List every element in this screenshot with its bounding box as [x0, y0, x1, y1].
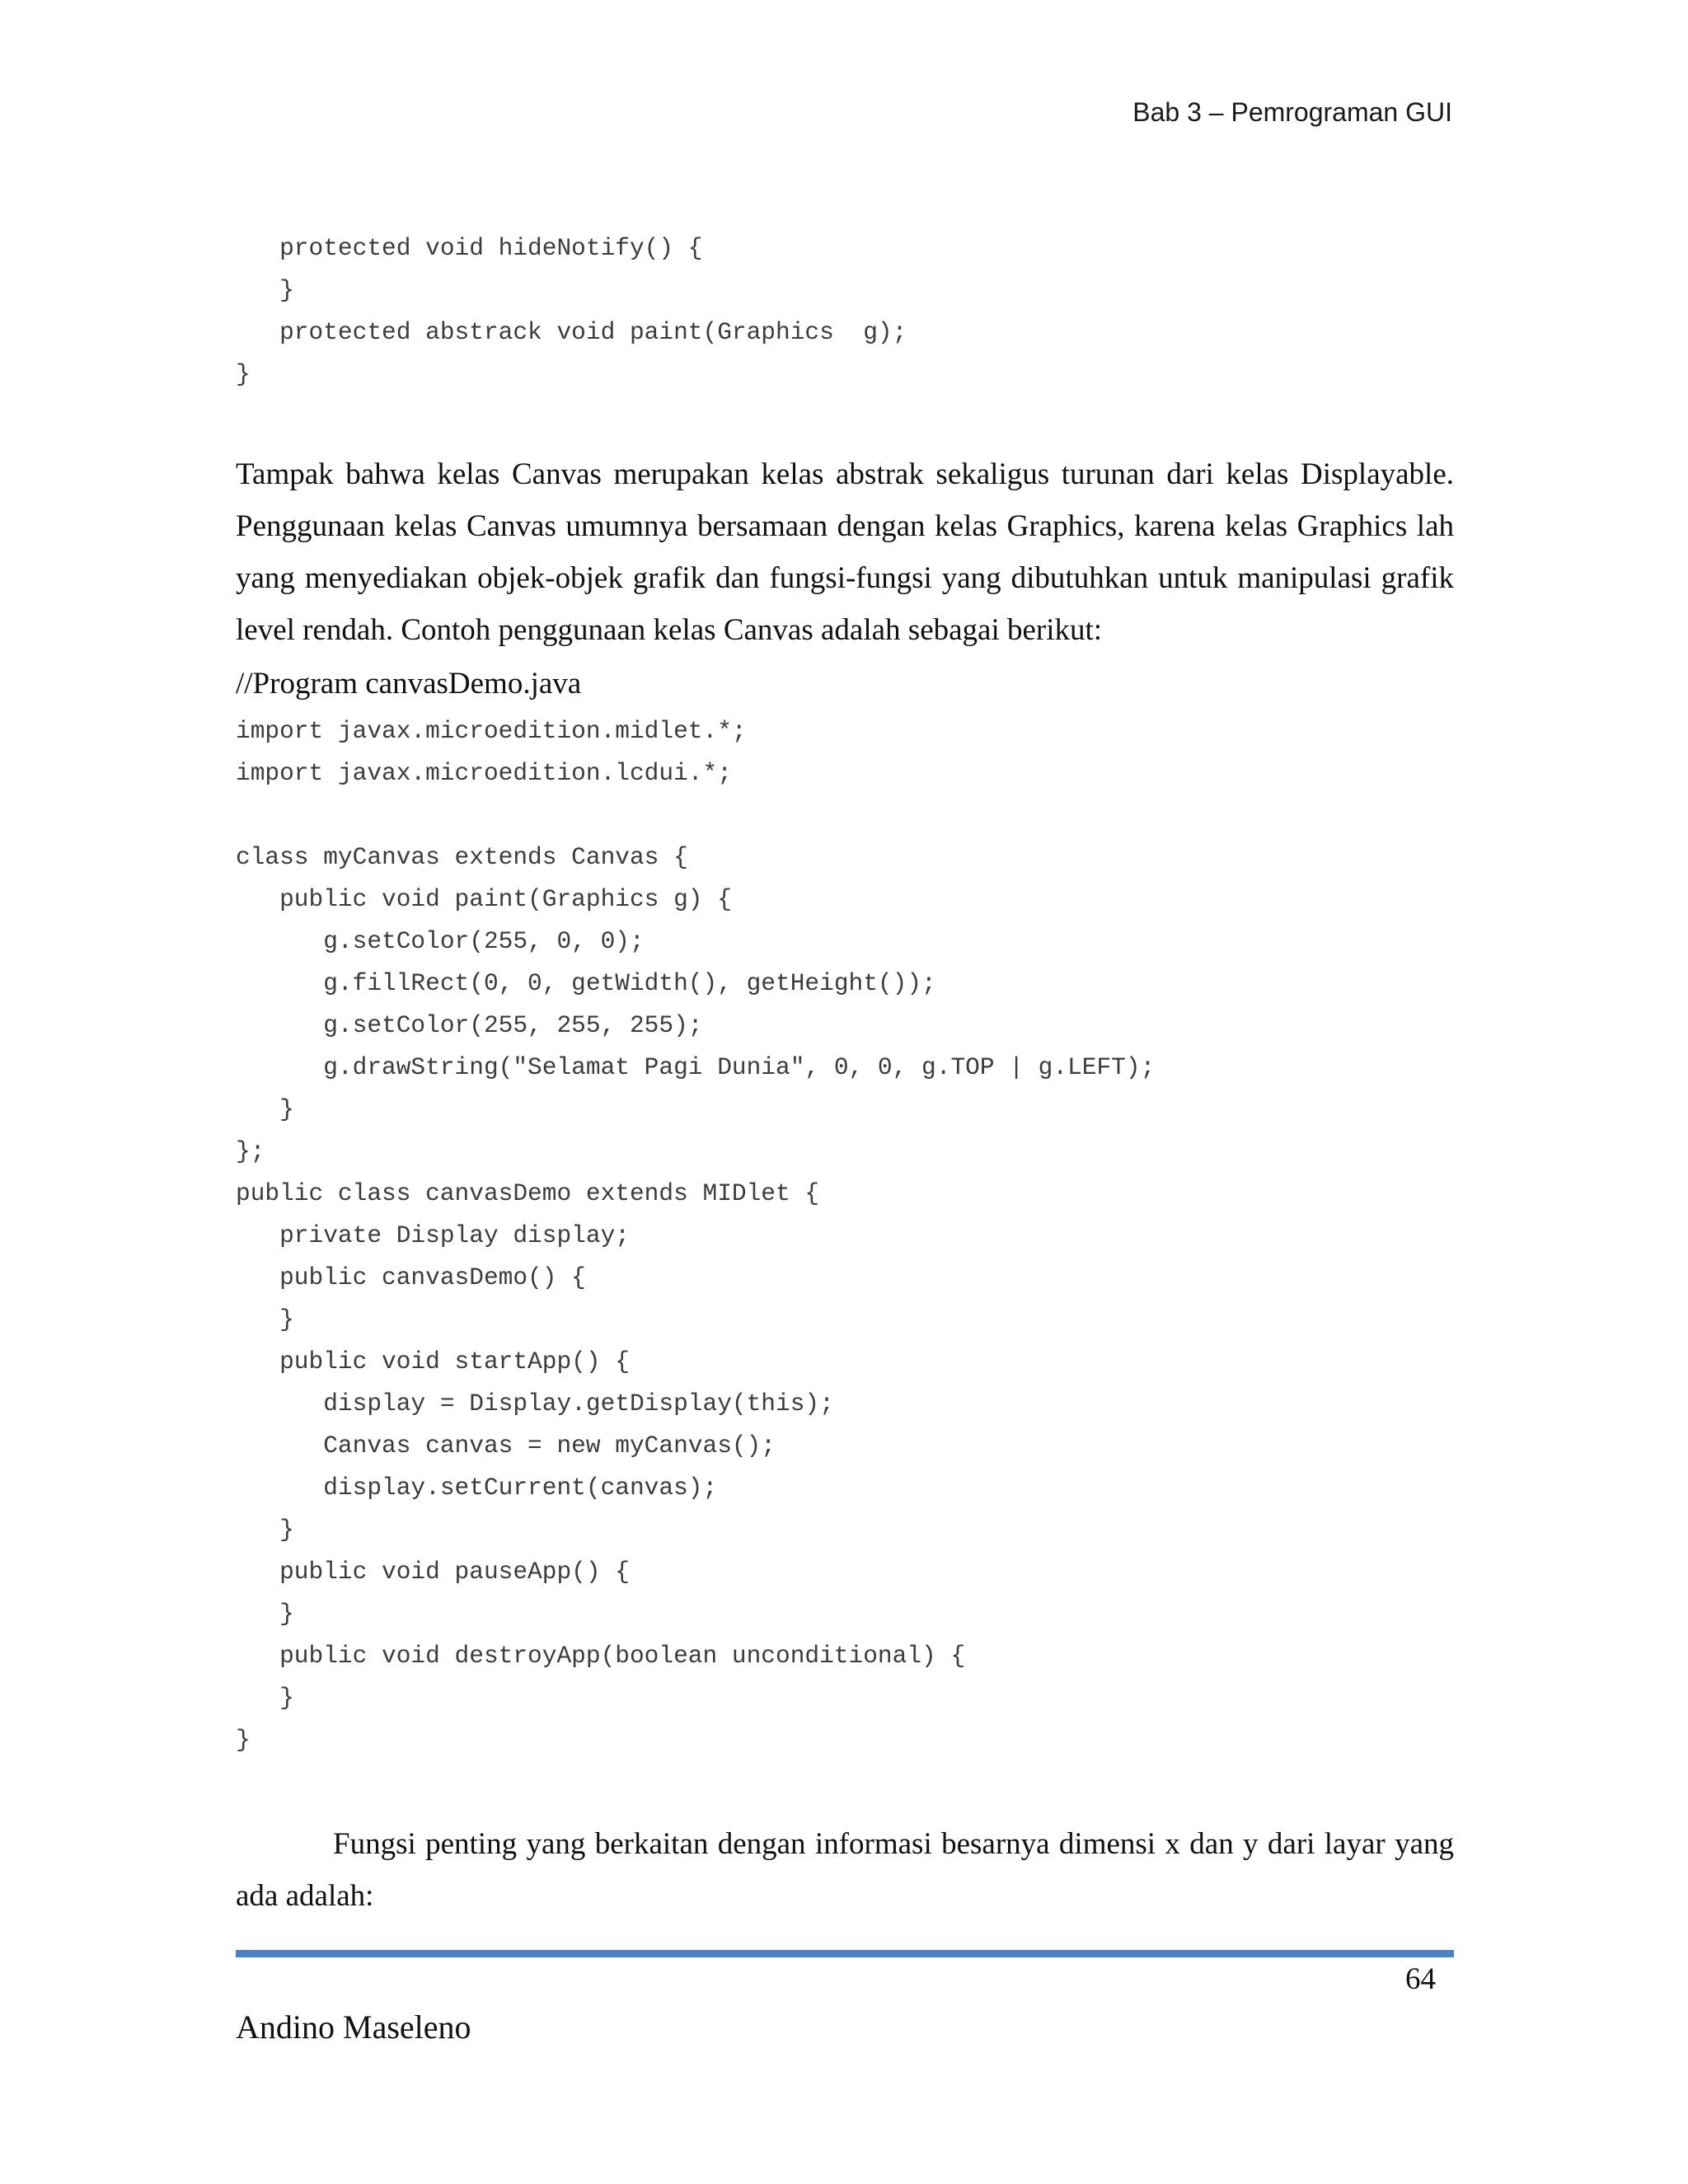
code-line: } [236, 1726, 251, 1754]
code-line: } [236, 1516, 294, 1544]
page-number: 64 [1405, 1962, 1436, 1996]
code-line: public class canvasDemo extends MIDlet { [236, 1179, 820, 1207]
code-line: protected abstrack void paint(Graphics g); [236, 318, 907, 346]
code-line: g.fillRect(0, 0, getWidth(), getHeight()); [236, 969, 936, 997]
footer-author: Andino Maseleno [236, 2008, 471, 2046]
code-line: g.drawString("Selamat Pagi Dunia", 0, 0, g.TOP | g.LEFT); [236, 1053, 1156, 1081]
code-line: import javax.microedition.midlet.*; [236, 717, 747, 745]
running-header: Bab 3 – Pemrograman GUI [1132, 97, 1452, 127]
code-line: class myCanvas extends Canvas { [236, 843, 688, 871]
code-line: public void destroyApp(boolean unconditional) { [236, 1642, 966, 1670]
code-line: } [236, 276, 294, 304]
code-line: display = Display.getDisplay(this); [236, 1390, 834, 1418]
code-line: public void pauseApp() { [236, 1558, 630, 1586]
code-line: protected void hideNotify() { [236, 234, 703, 262]
code-line: }; [236, 1137, 265, 1165]
code-line: display.setCurrent(canvas); [236, 1474, 718, 1502]
code-line: } [236, 1095, 294, 1123]
program-label: //Program canvasDemo.java [236, 667, 582, 701]
code-listing-canvas-demo [236, 710, 1155, 1761]
body-paragraph-dimension-functions: Fungsi penting yang berkaitan dengan informasi besarnya dimensi x dan y dari layar yang ada adalah: [236, 1827, 1454, 1913]
code-line: public void paint(Graphics g) { [236, 885, 732, 913]
code-line: g.setColor(255, 255, 255); [236, 1011, 703, 1039]
code-line: import javax.microedition.lcdui.*; [236, 759, 732, 787]
code-line: public void startApp() { [236, 1347, 630, 1376]
code-line: } [236, 1305, 294, 1333]
body-paragraph-canvas-intro: Tampak bahwa kelas Canvas merupakan kelas abstrak sekaligus turunan dari kelas Displayable. Penggunaan kelas Canvas umumnya bersamaan dengan kelas Graphics, karena kelas Graphics lah yang menyediakan objek-objek grafik dan fungsi-fungsi yang dibutuhkan untuk manipulasi grafik level rendah. Contoh penggunaan kelas Canvas adalah sebagai berikut: [236, 457, 1454, 647]
code-snippet-top [236, 227, 907, 396]
code-line: public canvasDemo() { [236, 1263, 586, 1291]
code-line: } [236, 360, 251, 388]
footer-divider [236, 1950, 1454, 1957]
code-line: Canvas canvas = new myCanvas(); [236, 1432, 776, 1460]
code-line [236, 794, 1155, 837]
code-line: g.setColor(255, 0, 0); [236, 927, 645, 955]
code-line: } [236, 1600, 294, 1628]
code-line: } [236, 1684, 294, 1712]
code-line: private Display display; [236, 1221, 630, 1249]
